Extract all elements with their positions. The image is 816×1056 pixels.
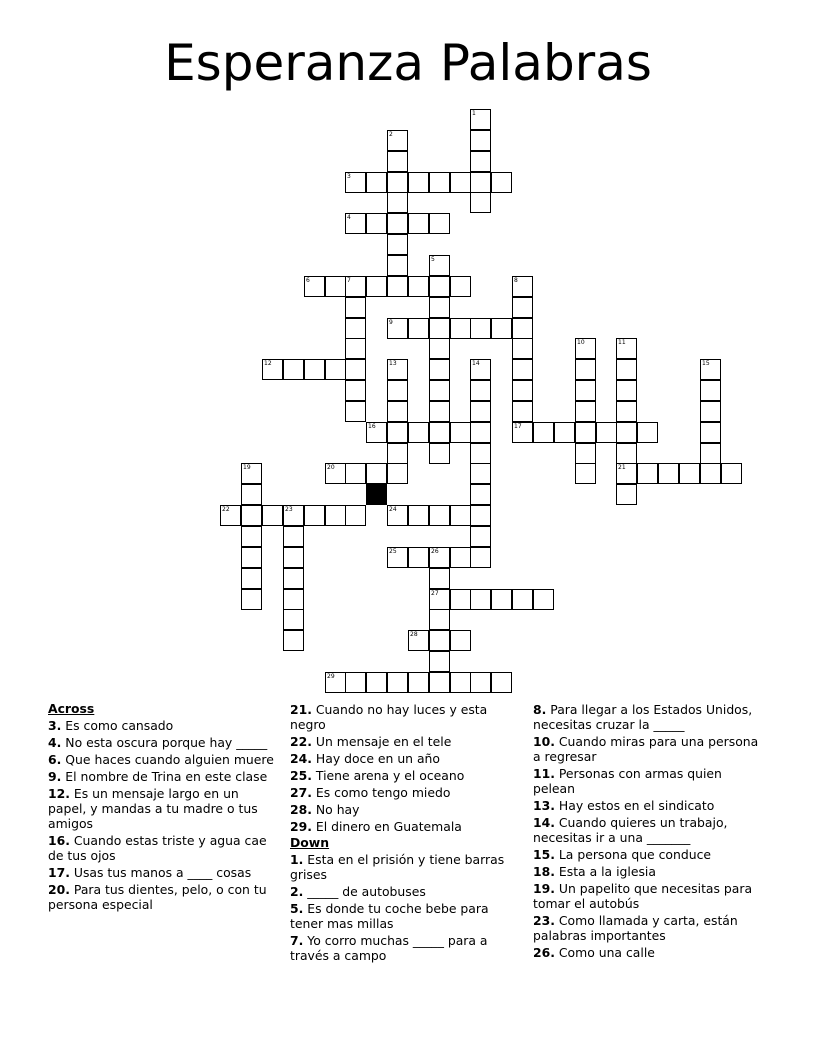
clue-number: 14. [533,815,555,830]
cell-number: 19 [243,464,251,471]
grid-cell[interactable] [387,422,408,443]
grid-cell[interactable] [470,172,491,193]
grid-cell[interactable] [408,276,429,297]
grid-cell[interactable] [575,463,596,484]
clue-item [290,702,512,732]
grid-cell[interactable] [470,109,491,130]
clue-text: Es como cansado [65,718,174,733]
clue-number: 16. [48,833,70,848]
grid-cell[interactable] [429,547,450,568]
cell-number: 27 [431,590,439,597]
grid-cell[interactable] [345,338,366,359]
grid-cell[interactable] [366,172,387,193]
grid-cell[interactable] [387,192,408,213]
grid-cell[interactable] [429,589,450,610]
grid-cell[interactable] [408,672,429,693]
grid-cell[interactable] [283,630,304,651]
grid-cell[interactable] [283,505,304,526]
clue-text: Cuando estas triste y agua cae de tus ojos [48,833,267,863]
grid-cell[interactable] [304,505,325,526]
grid-cell[interactable] [470,547,491,568]
clue-item [533,702,765,732]
clue-text: Tiene arena y el oceano [315,768,465,783]
cell-number: 9 [389,319,393,326]
grid-cell[interactable] [262,505,283,526]
grid-cell[interactable] [366,213,387,234]
grid-cell[interactable] [366,276,387,297]
clue-text: Un mensaje en el tele [315,734,452,749]
clue-number: 20. [48,882,70,897]
grid-cell[interactable] [429,401,450,422]
grid-cell[interactable] [616,443,637,464]
grid-cell[interactable] [345,359,366,380]
grid-cell[interactable] [387,255,408,276]
clue-text: Hay estos en el sindicato [558,798,715,813]
grid-cell[interactable] [700,443,721,464]
cell-number: 15 [702,360,710,367]
grid-cell[interactable] [387,172,408,193]
grid-cell[interactable] [345,401,366,422]
clue-text: Que haces cuando alguien muere [65,752,274,767]
grid-cell[interactable] [408,422,429,443]
grid-cell[interactable] [679,463,700,484]
grid-cell[interactable] [512,318,533,339]
grid-cell[interactable] [241,547,262,568]
cell-number: 28 [410,631,418,638]
grid-cell[interactable] [616,380,637,401]
grid-cell[interactable] [387,359,408,380]
grid-cell[interactable] [470,526,491,547]
cell-number: 25 [389,548,397,555]
clue-number: 15. [533,847,555,862]
clue-number: 26. [533,945,555,960]
grid-cell[interactable] [345,213,366,234]
cell-number: 17 [514,423,522,430]
cell-number: 20 [327,464,335,471]
grid-cell[interactable] [450,505,471,526]
grid-cell[interactable] [283,589,304,610]
cell-number: 22 [222,506,230,513]
grid-cell[interactable] [470,130,491,151]
clue-number: 22. [290,734,312,749]
clue-text: No esta oscura porque hay _____ [65,735,268,750]
grid-cell[interactable] [408,318,429,339]
grid-cell[interactable] [366,672,387,693]
clue-item [48,833,280,863]
grid-cell[interactable] [700,380,721,401]
clue-column-3 [533,700,765,960]
cell-number: 7 [347,277,351,284]
grid-cell[interactable] [470,443,491,464]
grid-cell[interactable] [241,589,262,610]
clue-text: Para tus dientes, pelo, o con tu persona especial [48,882,267,912]
cell-number: 11 [618,339,626,346]
clue-item [533,945,765,960]
clue-text: Esta a la iglesia [558,864,656,879]
grid-cell[interactable] [616,463,637,484]
grid-cell[interactable] [637,422,658,443]
grid-cell[interactable] [512,589,533,610]
clue-number: 24. [290,751,312,766]
clue-number: 1. [290,852,304,867]
grid-cell[interactable] [429,380,450,401]
clue-item [48,718,280,733]
grid-cell[interactable] [491,589,512,610]
grid-cell[interactable] [575,359,596,380]
grid-cell[interactable] [721,463,742,484]
clue-text: Yo corro muchas _____ para a través a campo [290,933,488,963]
grid-cell[interactable] [241,526,262,547]
grid-cell[interactable] [283,359,304,380]
grid-cell[interactable] [491,172,512,193]
clue-section-heading: Down [290,835,330,850]
clue-text: La persona que conduce [558,847,712,862]
grid-cell[interactable] [429,568,450,589]
grid-cell[interactable] [450,630,471,651]
clue-number: 12. [48,786,70,801]
clue-item [533,734,765,764]
grid-cell[interactable] [700,463,721,484]
grid-cell[interactable] [387,130,408,151]
grid-cell[interactable] [429,338,450,359]
grid-cell[interactable] [408,172,429,193]
clue-text: Para llegar a los Estados Unidos, necesitas cruzar la _____ [533,702,753,732]
clue-text: Cuando no hay luces y esta negro [290,702,488,732]
clue-text: Esta en el prisión y tiene barras grises [290,852,505,882]
clue-number: 13. [533,798,555,813]
grid-cell[interactable] [387,463,408,484]
grid-cell[interactable] [429,172,450,193]
grid-cell[interactable] [325,359,346,380]
clue-number: 28. [290,802,312,817]
grid-cell[interactable] [470,380,491,401]
clue-number: 2. [290,884,304,899]
grid-cell[interactable] [241,484,262,505]
clue-number: 27. [290,785,312,800]
grid-cell[interactable] [470,484,491,505]
grid-cell[interactable] [470,151,491,172]
grid-cell[interactable] [408,213,429,234]
cell-number: 26 [431,548,439,555]
cell-number: 5 [431,256,435,263]
grid-cell[interactable] [512,422,533,443]
clue-number: 17. [48,865,70,880]
clue-item [533,881,765,911]
grid-cell[interactable] [533,422,554,443]
grid-cell[interactable] [387,505,408,526]
clue-item [290,751,512,766]
puzzle-title: Esperanza Palabras [164,34,652,92]
clue-text: El dinero en Guatemala [315,819,462,834]
grid-cell[interactable] [241,505,262,526]
cell-number: 3 [347,173,351,180]
clue-number: 11. [533,766,555,781]
clue-number: 29. [290,819,312,834]
clue-item [290,901,512,931]
cell-number: 2 [389,131,393,138]
grid-cell[interactable] [283,568,304,589]
clue-item [533,847,765,862]
grid-cell[interactable] [616,401,637,422]
grid-cell[interactable] [387,234,408,255]
clue-number: 25. [290,768,312,783]
clue-text: No hay [315,802,360,817]
grid-cell[interactable] [470,359,491,380]
grid-cell[interactable] [429,609,450,630]
clue-number: 18. [533,864,555,879]
grid-cell[interactable] [429,422,450,443]
grid-cell[interactable] [470,192,491,213]
grid-cell[interactable] [450,318,471,339]
clue-text: Es un mensaje largo en un papel, y mandas a tu madre o tus amigos [48,786,258,831]
grid-cell[interactable] [575,380,596,401]
grid-cell[interactable] [408,505,429,526]
grid-cell[interactable] [304,359,325,380]
cell-number: 12 [264,360,272,367]
grid-cell[interactable] [429,276,450,297]
grid-cell[interactable] [470,422,491,443]
grid-cell[interactable] [345,297,366,318]
grid-cell[interactable] [450,172,471,193]
clue-item [290,802,512,817]
clue-item [290,852,512,882]
clue-item [48,752,280,767]
clue-column-2 [290,700,512,963]
grid-cell[interactable] [575,401,596,422]
grid-cell[interactable] [345,172,366,193]
cell-number: 14 [472,360,480,367]
grid-cell[interactable] [325,463,346,484]
clue-item [533,864,765,879]
clue-number: 6. [48,752,62,767]
clue-item [533,815,765,845]
clue-item [48,882,280,912]
grid-cell[interactable] [429,630,450,651]
clue-number: 23. [533,913,555,928]
grid-cell[interactable] [304,276,325,297]
grid-cell[interactable] [450,672,471,693]
cell-number: 23 [285,506,293,513]
clue-text: El nombre de Trina en este clase [65,769,268,784]
clue-text: Es como tengo miedo [315,785,451,800]
grid-cell[interactable] [512,380,533,401]
grid-cell[interactable] [470,672,491,693]
grid-cell[interactable] [429,505,450,526]
cell-number: 4 [347,214,351,221]
grid-cell[interactable] [470,463,491,484]
grid-cell[interactable] [450,589,471,610]
clue-column-1 [48,700,280,912]
clue-number: 21. [290,702,312,717]
grid-cell[interactable] [345,505,366,526]
cell-number: 16 [368,423,376,430]
clue-item [533,798,765,813]
grid-cell[interactable] [429,672,450,693]
grid-cell[interactable] [429,213,450,234]
grid-cell[interactable] [283,547,304,568]
cell-number: 10 [577,339,585,346]
grid-cell[interactable] [700,359,721,380]
grid-cell[interactable] [241,463,262,484]
clue-item [290,768,512,783]
grid-cell[interactable] [575,338,596,359]
grid-cell[interactable] [387,151,408,172]
grid-cell[interactable] [387,401,408,422]
grid-cell[interactable] [345,276,366,297]
grid-cell[interactable] [220,505,241,526]
grid-cell[interactable] [387,672,408,693]
clue-number: 4. [48,735,62,750]
grid-cell[interactable] [325,276,346,297]
clue-text: Hay doce en un año [315,751,440,766]
grid-cell[interactable] [658,463,679,484]
clue-text: Cuando miras para una persona a regresar [533,734,759,764]
clue-number: 5. [290,901,304,916]
clue-item [533,766,765,796]
grid-cell[interactable] [512,297,533,318]
cell-number: 24 [389,506,397,513]
cell-number: 21 [618,464,626,471]
grid-cell[interactable] [283,526,304,547]
clue-item [533,913,765,943]
grid-cell[interactable] [345,672,366,693]
grid-cell[interactable] [387,276,408,297]
grid-cell[interactable] [637,463,658,484]
grid-cell[interactable] [575,422,596,443]
clue-item [48,865,280,880]
grid-cell[interactable] [616,359,637,380]
cell-number: 1 [472,110,476,117]
grid-cell[interactable] [491,672,512,693]
cell-number: 29 [327,673,335,680]
grid-cell[interactable] [554,422,575,443]
cell-number: 13 [389,360,397,367]
clue-text: Como una calle [558,945,655,960]
grid-cell[interactable] [345,463,366,484]
grid-cell[interactable] [470,505,491,526]
clue-item [290,734,512,749]
clue-item [290,884,512,899]
grid-cell[interactable] [470,589,491,610]
grid-cell[interactable] [387,213,408,234]
grid-cell[interactable] [408,630,429,651]
grid-cell[interactable] [325,672,346,693]
grid-cell[interactable] [512,359,533,380]
clue-item [290,819,512,834]
clue-number: 9. [48,769,62,784]
clue-text: Un papelito que necesitas para tomar el autobús [533,881,753,911]
grid-cell[interactable] [387,443,408,464]
grid-cell[interactable] [533,589,554,610]
grid-cell[interactable] [450,547,471,568]
grid-cell[interactable] [366,422,387,443]
grid-cell[interactable] [366,463,387,484]
grid-cell[interactable] [616,484,637,505]
grid-cell[interactable] [387,380,408,401]
grid-cell[interactable] [283,609,304,630]
grid-cell[interactable] [700,422,721,443]
grid-cell[interactable] [450,276,471,297]
grid-cell-shaded [366,484,387,505]
clue-text: Cuando quieres un trabajo, necesitas ir a una _______ [533,815,728,845]
grid-cell[interactable] [429,359,450,380]
clue-item [290,933,512,963]
grid-cell[interactable] [429,318,450,339]
cell-number: 8 [514,277,518,284]
grid-cell[interactable] [241,568,262,589]
clue-number: 8. [533,702,547,717]
grid-cell[interactable] [470,401,491,422]
grid-cell[interactable] [408,547,429,568]
grid-cell[interactable] [616,338,637,359]
grid-cell[interactable] [345,318,366,339]
grid-cell[interactable] [512,276,533,297]
clue-number: 3. [48,718,62,733]
grid-cell[interactable] [616,422,637,443]
grid-cell[interactable] [575,443,596,464]
grid-cell[interactable] [325,505,346,526]
clue-section-heading: Across [48,701,95,716]
clue-item [48,786,280,831]
clue-text: Personas con armas quien pelean [533,766,722,796]
grid-cell[interactable] [429,255,450,276]
grid-cell[interactable] [387,547,408,568]
grid-cell[interactable] [700,401,721,422]
grid-cell[interactable] [596,422,617,443]
clue-item [48,769,280,784]
cell-number: 6 [306,277,310,284]
clue-text: Como llamada y carta, están palabras importantes [533,913,738,943]
clue-text: Usas tus manos a ____ cosas [73,865,252,880]
clue-text: _____ de autobuses [307,884,426,899]
clue-item [48,735,280,750]
clue-text: Es donde tu coche bebe para tener mas millas [290,901,489,931]
grid-cell[interactable] [512,338,533,359]
grid-cell[interactable] [387,318,408,339]
clue-number: 10. [533,734,555,749]
grid-cell[interactable] [429,443,450,464]
grid-cell[interactable] [429,297,450,318]
clue-item [290,785,512,800]
grid-cell[interactable] [470,318,491,339]
grid-cell[interactable] [262,359,283,380]
grid-cell[interactable] [512,401,533,422]
grid-cell[interactable] [491,318,512,339]
grid-cell[interactable] [345,380,366,401]
grid-cell[interactable] [429,651,450,672]
clue-number: 19. [533,881,555,896]
clue-number: 7. [290,933,304,948]
grid-cell[interactable] [450,422,471,443]
